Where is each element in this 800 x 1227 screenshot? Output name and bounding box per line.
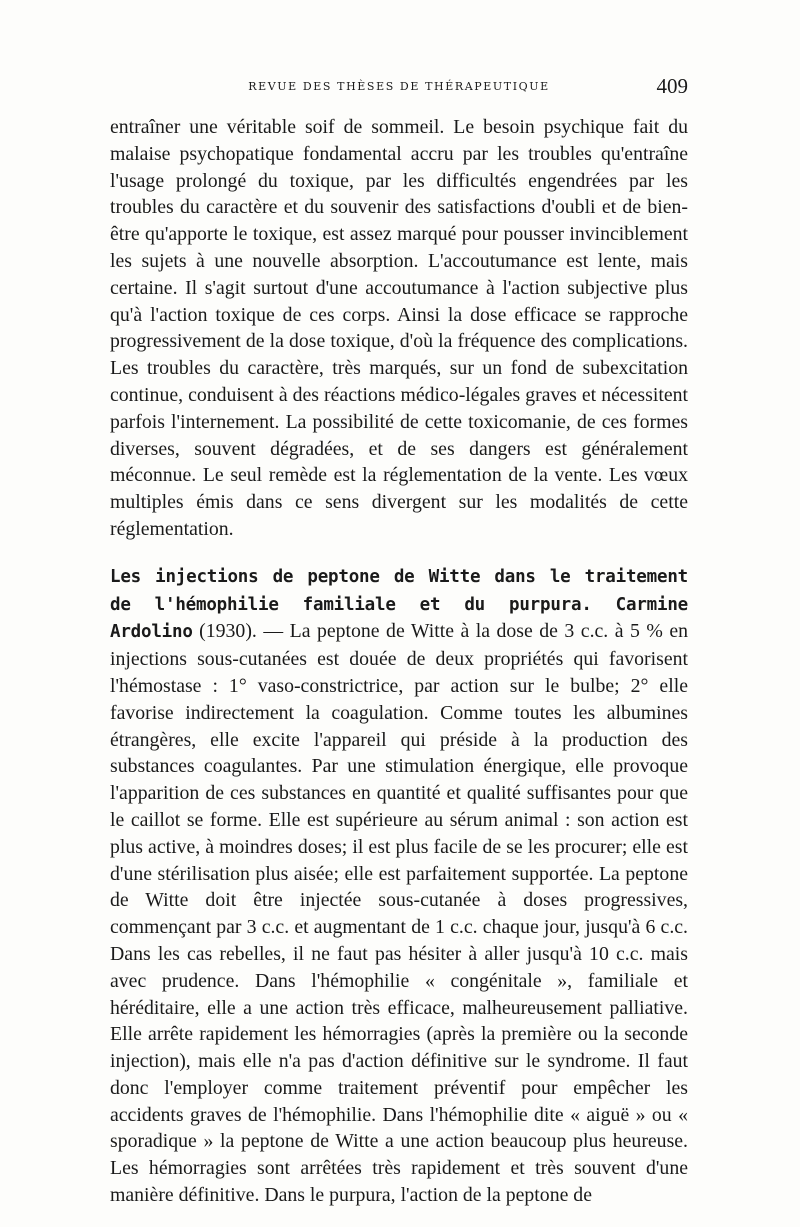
body-text [110,114,688,1209]
article-entry [110,563,688,1209]
article-year: (1930). [192,620,257,643]
continued-paragraph: entraîner une véritable soif de sommeil. Le besoin psychique fait du malaise psychopatique fondamental accru par les troubles qu'entraîne l'usage prolongé du toxique, par les difficultés engendrées par les troubles du caractère et du souvenir des satisfactions d'oubli et de bien-être qu'apporte le toxique, est assez marqué pour pousser invinciblement les sujets à une nouvelle absorption. L'accoutumance est lente, mais certaine. Il s'agit surtout d'une accoutumance à l'action subjective plus qu'à l'action toxique de ces corps. Ainsi la dose efficace se rapproche progressivement de la dose toxique, d'où la fréquence des complications. Les troubles du caractère, très marqués, sur un fond de subexcitation continue, conduisent à des réactions médico-légales graves et nécessitent parfois l'internement. La possibilité de cette toxicomanie, de ces formes diverses, souvent dégradées, et de ses dangers est généralement méconnue. Le seul remède est la réglementation de la vente. Les vœux multiples émis dans ce sens divergent sur les modalités de cette réglementation. [110,116,688,540]
article-title: Les injections de peptone de Witte dans le traitement de l'hémophilie familiale et du purpura. Carmine Ardolino [110,566,688,643]
page-number: 409 [656,74,688,98]
running-head [110,74,688,98]
article-body: — La peptone de Witte à la dose de 3 c.c. à 5 % en injections sous-cutanées est douée de deux propriétés qui favorisent l'hémostase : 1° vaso-constrictrice, par action sur le bulbe; 2° elle favorise indirectement la coagulation. Comme toutes les albumines étrangères, elle excite l'appareil qui préside à la production des substances coagulantes. Par une stimulation énergique, elle provoque l'apparition de ces substances en quantité et qualité suffisantes pour que le caillot se forme. Elle est supérieure au sérum animal : son action est plus active, à moindres doses; il est plus facile de se les procurer; elle est d'une stérilisation plus aisée; elle est parfaitement supportée. La peptone de Witte doit être injectée sous-cutanée à doses progressives, commençant par 3 c.c. et augmentant de 1 c.c. chaque jour, jusqu'à 6 c.c. Dans les cas rebelles, il ne faut pas hésiter à aller jusqu'à 10 c.c. mais avec prudence. Dans l'hémophilie « congénitale », familiale et héréditaire, elle a une action très efficace, malheureusement palliative. Elle arrête rapidement les hémorragies (après la première ou la seconde injection), mais elle n'a pas d'action définitive sur le syndrome. Il faut donc l'employer comme traitement préventif pour empêcher les accidents graves de l'hémophilie. Dans l'hémophilie dite « aiguë » ou « sporadique » la peptone de Witte a une action beaucoup plus heureuse. Les hémorragies sont arrêtées très rapidement et très souvent d'une manière définitive. Dans le purpura, l'action de la peptone de [110,620,688,1207]
running-title: REVUE DES THÈSES DE THÉRAPEUTIQUE [248,80,550,93]
